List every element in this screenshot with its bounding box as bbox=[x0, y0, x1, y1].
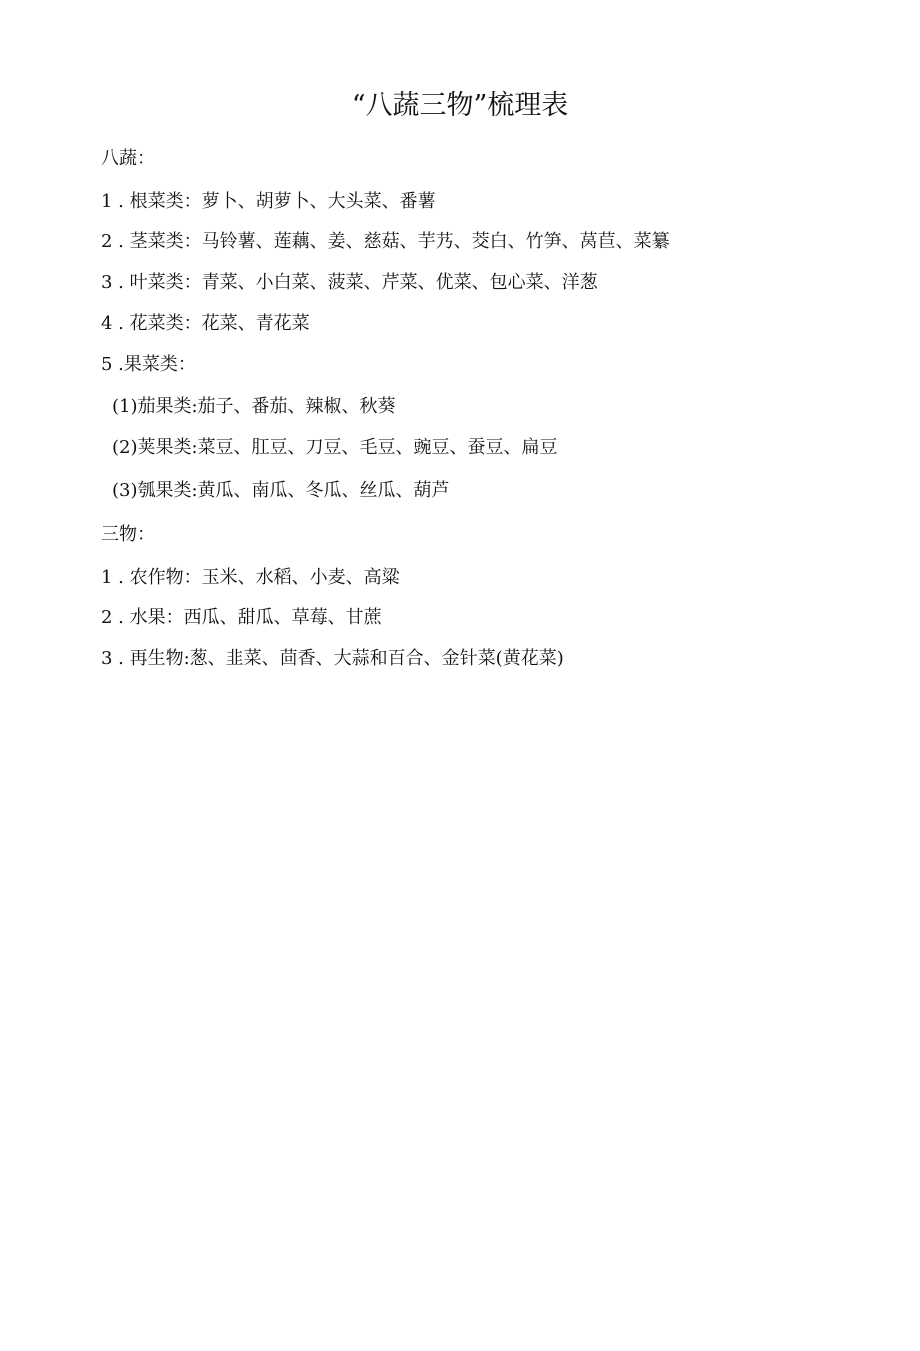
list-item-regenerated: 3 . 再生物:葱、韭菜、茴香、大蒜和百合、金针菜(黄花菜) bbox=[101, 648, 564, 669]
list-item-fruit-vegetables: 5 .果菜类： bbox=[101, 354, 196, 375]
list-item-stem-vegetables: 2 . 茎菜类：马铃薯、莲藕、姜、慈菇、芋艿、茭白、竹笋、莴苣、菜纂 bbox=[101, 231, 670, 252]
sub-item-legume: (2)荚果类:菜豆、肛豆、刀豆、毛豆、豌豆、蚕豆、扁豆 bbox=[112, 437, 558, 458]
list-item-leaf-vegetables: 3 . 叶菜类：青菜、小白菜、菠菜、芹菜、优菜、包心菜、洋葱 bbox=[101, 272, 598, 293]
list-item-root-vegetables: 1 . 根菜类：萝卜、胡萝卜、大头菜、番薯 bbox=[101, 191, 436, 212]
list-item-fruits: 2 . 水果：西瓜、甜瓜、草莓、甘蔗 bbox=[101, 607, 382, 628]
sub-item-solanaceous: (1)茄果类:茄子、番茄、辣椒、秋葵 bbox=[112, 396, 396, 417]
document-title: “八蔬三物”梳理表 bbox=[351, 90, 569, 121]
sub-item-gourd: (3)瓠果类:黄瓜、南瓜、冬瓜、丝瓜、葫芦 bbox=[112, 480, 450, 501]
list-item-crops: 1 . 农作物：玉米、水稻、小麦、高粱 bbox=[101, 567, 400, 588]
section-heading-sanwu: 三物： bbox=[101, 524, 155, 545]
section-heading-bashu: 八蔬： bbox=[101, 148, 155, 169]
list-item-flower-vegetables: 4 . 花菜类：花菜、青花菜 bbox=[101, 313, 310, 334]
